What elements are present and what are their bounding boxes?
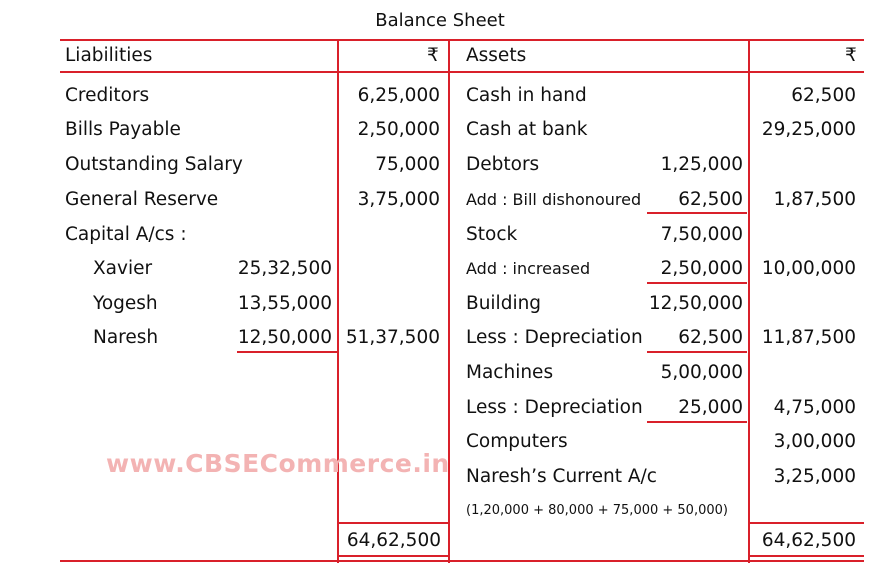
liab-currency-header: ₹ — [427, 45, 439, 66]
assets-amount-divider — [748, 39, 750, 563]
naresh-sub: 12,50,000 — [237, 327, 332, 348]
debtors-label: Debtors — [466, 154, 540, 175]
header-bottom-rule — [60, 71, 864, 73]
building-dep-sub: 62,500 — [678, 327, 743, 348]
machines-dep-label: Less : Depreciation — [466, 397, 643, 418]
computers-label: Computers — [466, 431, 568, 452]
machines-dep-sub: 25,000 — [678, 397, 743, 418]
bills-payable-label: Bills Payable — [65, 119, 181, 140]
yogesh-label: Yogesh — [93, 293, 158, 314]
bill-dishonoured-sub: 62,500 — [678, 189, 743, 210]
naresh-current-amount: 3,25,000 — [773, 466, 856, 487]
debtors-net-amount: 1,87,500 — [773, 189, 856, 210]
center-divider — [448, 39, 450, 563]
bottom-rule — [60, 560, 864, 562]
computers-amount: 3,00,000 — [773, 431, 856, 452]
building-net-amount: 11,87,500 — [761, 327, 856, 348]
machines-net-amount: 4,75,000 — [773, 397, 856, 418]
naresh-sub-underline — [237, 351, 337, 353]
building-label: Building — [466, 293, 542, 314]
building-dep-label: Less : Depreciation — [466, 327, 643, 348]
watermark: www.CBSECommerce.in — [106, 449, 450, 478]
cash-in-hand-amount: 62,500 — [791, 85, 856, 106]
xavier-sub: 25,32,500 — [237, 258, 332, 279]
capital-total-amount: 51,37,500 — [345, 327, 440, 348]
liab-amount-divider — [337, 39, 339, 563]
naresh-label: Naresh — [93, 327, 159, 348]
assets-total-bottom-rule — [748, 555, 864, 557]
machines-dep-underline — [647, 421, 747, 423]
assets-total-top-rule — [748, 522, 864, 524]
liabilities-total: 64,62,500 — [346, 530, 441, 551]
general-reserve-label: General Reserve — [65, 189, 219, 210]
stock-increase-label: Add : increased — [466, 259, 591, 278]
naresh-current-formula: (1,20,000 + 80,000 + 75,000 + 50,000) — [466, 503, 728, 518]
stock-increase-underline — [647, 282, 747, 284]
assets-header: Assets — [466, 45, 527, 66]
machines-label: Machines — [466, 362, 554, 383]
machines-sub: 5,00,000 — [660, 362, 743, 383]
stock-net-amount: 10,00,000 — [761, 258, 856, 279]
building-sub: 12,50,000 — [648, 293, 743, 314]
bill-dishonoured-label: Add : Bill dishonoured — [466, 190, 642, 209]
debtors-sub: 1,25,000 — [660, 154, 743, 175]
outstanding-salary-label: Outstanding Salary — [65, 154, 243, 175]
general-reserve-amount: 3,75,000 — [357, 189, 440, 210]
cash-at-bank-amount: 29,25,000 — [761, 119, 856, 140]
yogesh-sub: 13,55,000 — [237, 293, 332, 314]
capital-heading: Capital A/cs : — [65, 224, 187, 245]
creditors-label: Creditors — [65, 85, 150, 106]
assets-currency-header: ₹ — [845, 45, 857, 66]
creditors-amount: 6,25,000 — [357, 85, 440, 106]
liabilities-header: Liabilities — [65, 45, 153, 66]
cash-in-hand-label: Cash in hand — [466, 85, 587, 106]
liab-total-top-rule — [337, 522, 448, 524]
outstanding-salary-amount: 75,000 — [375, 154, 440, 175]
page-title: Balance Sheet — [375, 10, 505, 31]
cash-at-bank-label: Cash at bank — [466, 119, 588, 140]
header-top-rule — [60, 39, 864, 41]
liab-total-bottom-rule — [337, 555, 448, 557]
xavier-label: Xavier — [93, 258, 153, 279]
stock-label: Stock — [466, 224, 518, 245]
bill-dishonoured-underline — [647, 212, 747, 214]
building-dep-underline — [647, 351, 747, 353]
naresh-current-label: Naresh’s Current A/c — [466, 466, 657, 487]
stock-increase-sub: 2,50,000 — [660, 258, 743, 279]
stock-sub: 7,50,000 — [660, 224, 743, 245]
bills-payable-amount: 2,50,000 — [357, 119, 440, 140]
assets-total: 64,62,500 — [761, 530, 856, 551]
